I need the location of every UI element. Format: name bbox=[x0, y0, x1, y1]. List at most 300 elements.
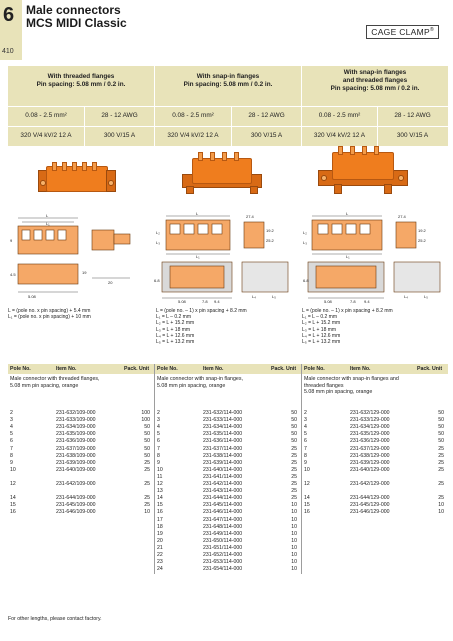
dim-label: 19.2 bbox=[266, 228, 274, 233]
dim-label: 5.08 bbox=[178, 299, 186, 304]
pack-unit-cell: 50 bbox=[144, 438, 150, 445]
pole-no-cell: 3 bbox=[157, 417, 160, 424]
item-no-cell: 231-634/114-000 bbox=[203, 424, 243, 431]
dimension-note: L₅ = L + 13.2 mm bbox=[302, 339, 341, 346]
pole-no-cell: 9 bbox=[10, 459, 13, 466]
item-no-cell: 231-645/129-000 bbox=[350, 502, 390, 509]
title-line-2: MCS MIDI Classic bbox=[26, 16, 127, 30]
drawing-snap-in-threaded bbox=[302, 212, 448, 304]
pole-no-cell: 6 bbox=[304, 438, 307, 445]
drawing-threaded bbox=[8, 212, 148, 304]
pole-no-cell: 14 bbox=[10, 495, 16, 502]
rating-ul: 300 V/15 A bbox=[250, 132, 283, 139]
pack-unit-cell: 50 bbox=[438, 410, 444, 416]
chapter-number: 6 bbox=[3, 4, 15, 26]
item-no-cell: 231-635/109-000 bbox=[56, 431, 96, 438]
connector-body bbox=[192, 158, 252, 184]
cavity bbox=[170, 224, 180, 234]
pack-unit-cell: 25 bbox=[438, 452, 444, 459]
rating-ul: 300 V/15 A bbox=[396, 132, 429, 139]
pack-unit-cell: 50 bbox=[291, 438, 297, 445]
dim-label: 6.8 bbox=[303, 278, 309, 283]
dim-label: L₁ bbox=[196, 254, 200, 259]
pack-unit-cell: 50 bbox=[291, 417, 297, 424]
pack-unit-cell: 50 bbox=[291, 424, 297, 431]
connector-body bbox=[332, 152, 394, 180]
pack-unit-cell: 50 bbox=[144, 445, 150, 452]
dimension-note: L₂ = L + 15.2 mm bbox=[156, 320, 195, 327]
pole-no-cell: 10 bbox=[10, 466, 16, 473]
rating-iec: 320 V/4 kV/2 12 A bbox=[167, 132, 219, 139]
ordering-table bbox=[8, 364, 448, 577]
divider bbox=[8, 106, 154, 107]
table-row bbox=[8, 424, 448, 431]
item-no-cell: 231-650/114-000 bbox=[203, 537, 243, 544]
pack-unit-cell: 50 bbox=[291, 410, 297, 416]
item-no-cell: 231-644/129-000 bbox=[350, 495, 390, 502]
item-no-cell: 231-637/114-000 bbox=[203, 445, 243, 452]
pole-no-cell: 3 bbox=[10, 417, 13, 424]
pole-no-cell: 10 bbox=[304, 466, 310, 473]
item-no-cell: 231-653/114-000 bbox=[203, 559, 243, 566]
pin-icon bbox=[350, 146, 355, 155]
pole-no-cell: 7 bbox=[157, 445, 160, 452]
pole-no-cell: 15 bbox=[304, 502, 310, 509]
item-no-cell: 231-646/114-000 bbox=[203, 509, 243, 516]
item-no-cell: 231-651/114-000 bbox=[203, 544, 243, 551]
spec-title-line: and threaded flanges bbox=[342, 77, 408, 84]
item-no-cell: 231-645/114-000 bbox=[203, 502, 243, 509]
pole-no-cell: 4 bbox=[157, 424, 160, 431]
table-row bbox=[8, 481, 448, 488]
pin-icon bbox=[92, 162, 97, 171]
item-no-cell: 231-644/114-000 bbox=[203, 495, 243, 502]
pack-unit-cell: 25 bbox=[291, 481, 297, 487]
item-no-cell: 231-642/129-000 bbox=[350, 481, 390, 487]
item-no-cell: 231-652/114-000 bbox=[203, 552, 243, 558]
pack-unit-cell: 50 bbox=[438, 431, 444, 438]
bottom-view bbox=[18, 264, 78, 284]
table-row bbox=[8, 438, 448, 445]
pole-no-cell: 21 bbox=[157, 544, 163, 551]
column-divider bbox=[301, 364, 302, 574]
pole-no-cell: 4 bbox=[304, 424, 307, 431]
header-pack-unit: Pack. Unit bbox=[124, 366, 150, 372]
pack-unit-cell: 50 bbox=[438, 424, 444, 431]
dimension-note: L₁ = (pole no. x pin spacing) + 10 mm bbox=[8, 314, 91, 321]
cavity bbox=[332, 224, 342, 234]
wire-range-mm: 0.08 - 2.5 mm² bbox=[25, 112, 67, 119]
pole-no-cell: 15 bbox=[157, 502, 163, 509]
dimension-notes-snap-in-threaded bbox=[302, 308, 393, 345]
dim-label: L₂ bbox=[156, 230, 160, 235]
wire-range-awg: 28 - 12 AWG bbox=[101, 112, 138, 119]
item-no-cell: 231-635/129-000 bbox=[350, 431, 390, 438]
brand-registered-mark: ® bbox=[430, 27, 434, 34]
pin-icon bbox=[198, 152, 203, 161]
pin-icon bbox=[222, 152, 227, 161]
pack-unit-cell: 25 bbox=[291, 495, 297, 502]
pin-icon bbox=[362, 146, 367, 155]
item-no-cell: 231-642/114-000 bbox=[203, 481, 243, 487]
cavity bbox=[318, 224, 328, 234]
side-view bbox=[396, 222, 416, 248]
pole-no-cell: 2 bbox=[304, 410, 307, 416]
rating-iec: 320 V/4 kV/2 12 A bbox=[20, 132, 72, 139]
wire-range-mm: 0.08 - 2.5 mm² bbox=[172, 112, 214, 119]
pack-unit-cell: 10 bbox=[291, 552, 297, 558]
subheader-snap-in-threaded bbox=[304, 376, 444, 396]
item-no-cell: 231-639/129-000 bbox=[350, 459, 390, 466]
pole-no-cell: 9 bbox=[157, 459, 160, 466]
item-no-cell: 231-632/109-000 bbox=[56, 410, 96, 416]
table-row bbox=[8, 410, 448, 417]
item-no-cell: 231-646/129-000 bbox=[350, 509, 390, 516]
subheader-line: Male connector with snap-in flanges, bbox=[157, 376, 243, 382]
table-row bbox=[8, 488, 448, 495]
pack-unit-cell: 25 bbox=[291, 473, 297, 480]
screw-icon bbox=[398, 175, 404, 181]
pack-unit-cell: 25 bbox=[291, 466, 297, 473]
pole-no-cell: 8 bbox=[10, 452, 13, 459]
pack-unit-cell: 25 bbox=[144, 495, 150, 502]
pack-unit-cell: 25 bbox=[438, 445, 444, 452]
spec-column-threaded bbox=[8, 66, 155, 146]
spec-title-line: Pin spacing: 5.08 mm / 0.2 in. bbox=[330, 85, 420, 92]
pole-no-cell: 22 bbox=[157, 552, 163, 558]
cavity bbox=[346, 224, 356, 234]
item-no-cell: 231-639/114-000 bbox=[203, 459, 243, 466]
pin-icon bbox=[210, 152, 215, 161]
dimension-note: L₃ = L + 18 mm bbox=[156, 326, 191, 333]
pole-no-cell: 3 bbox=[304, 417, 307, 424]
pack-unit-cell: 25 bbox=[291, 459, 297, 466]
pole-no-cell: 5 bbox=[304, 431, 307, 438]
item-no-cell: 231-642/109-000 bbox=[56, 481, 96, 487]
dim-label: L₄ bbox=[252, 294, 256, 299]
subheader-line: 5.08 mm pin spacing, orange bbox=[157, 382, 226, 389]
dim-label: 5.08 bbox=[324, 299, 332, 304]
table-row bbox=[8, 538, 448, 545]
pole-no-cell: 5 bbox=[157, 431, 160, 438]
subheader-line: threaded flanges bbox=[304, 382, 344, 389]
dim-label: 9.4 bbox=[214, 299, 220, 304]
wire-range-awg: 28 - 12 AWG bbox=[394, 112, 431, 119]
item-no-cell: 231-638/129-000 bbox=[350, 452, 390, 459]
snap-foot bbox=[384, 184, 392, 194]
dim-label: L₄ bbox=[404, 294, 408, 299]
pack-unit-cell: 25 bbox=[144, 502, 150, 509]
pole-no-cell: 11 bbox=[157, 473, 163, 480]
table-row bbox=[8, 509, 448, 516]
item-no-cell: 231-640/129-000 bbox=[350, 466, 390, 473]
dimension-note: L = (pole no. – 1) x pin spacing + 8.2 mm bbox=[302, 308, 393, 314]
subheader-snap-in bbox=[157, 376, 297, 389]
item-no-cell: 231-637/129-000 bbox=[350, 445, 390, 452]
dimension-drawing bbox=[302, 212, 448, 304]
item-no-cell: 231-640/109-000 bbox=[56, 466, 96, 473]
pack-unit-cell: 25 bbox=[438, 466, 444, 473]
pole-no-cell: 17 bbox=[157, 516, 163, 523]
pack-unit-cell: 10 bbox=[291, 559, 297, 566]
pole-no-cell: 24 bbox=[157, 566, 163, 573]
divider bbox=[155, 126, 301, 127]
dim-label: 7.8 bbox=[350, 299, 356, 304]
item-no-cell: 231-643/114-000 bbox=[203, 488, 243, 495]
pole-no-cell: 16 bbox=[304, 509, 310, 516]
pole-no-cell: 9 bbox=[304, 459, 307, 466]
spec-title-line: Pin spacing: 5.08 mm / 0.2 in. bbox=[36, 81, 126, 88]
pin-icon bbox=[62, 162, 67, 171]
dimension-note: L₅ = L + 13.2 mm bbox=[156, 339, 195, 346]
screw-icon bbox=[321, 175, 327, 181]
dim-label: 25.2 bbox=[418, 238, 426, 243]
dim-label: L₁ bbox=[346, 254, 350, 259]
pack-unit-cell: 10 bbox=[438, 509, 444, 516]
dim-label: 7.8 bbox=[202, 299, 208, 304]
dim-label: L₅ bbox=[424, 294, 428, 299]
cavity bbox=[212, 224, 222, 234]
dim-label: 5.08 bbox=[28, 294, 36, 299]
pole-no-cell: 7 bbox=[10, 445, 13, 452]
product-image-threaded bbox=[38, 160, 118, 196]
pack-unit-cell: 25 bbox=[438, 481, 444, 487]
wire-range-awg: 28 - 12 AWG bbox=[248, 112, 285, 119]
header-pack-unit: Pack. Unit bbox=[417, 366, 443, 372]
table-row bbox=[8, 524, 448, 531]
pack-unit-cell: 100 bbox=[141, 410, 150, 416]
panel-view bbox=[242, 262, 288, 292]
header-pole-no: Pole No. bbox=[10, 366, 31, 372]
dim-label: L bbox=[346, 212, 349, 216]
side-tab bbox=[114, 234, 130, 244]
header-item-no: Item No. bbox=[350, 366, 371, 372]
dimension-note: L₂ = L + 15.2 mm bbox=[302, 320, 341, 327]
table-row bbox=[8, 552, 448, 559]
pole-no-cell: 10 bbox=[157, 466, 163, 473]
pole-no-cell: 13 bbox=[157, 488, 163, 495]
table-row bbox=[8, 531, 448, 538]
table-row bbox=[8, 467, 448, 474]
item-no-cell: 231-634/129-000 bbox=[350, 424, 390, 431]
pole-no-cell: 14 bbox=[157, 495, 163, 502]
pack-unit-cell: 10 bbox=[291, 502, 297, 509]
brand-logo bbox=[366, 25, 439, 39]
screw-icon bbox=[108, 180, 114, 186]
subheader-line: Male connector with threaded flanges, bbox=[10, 376, 100, 382]
spec-title-line: With threaded flanges bbox=[47, 73, 115, 80]
dimension-note: L₃ = L + 18 mm bbox=[302, 326, 337, 333]
cavity bbox=[198, 224, 208, 234]
pack-unit-cell: 25 bbox=[144, 481, 150, 487]
divider bbox=[8, 126, 154, 127]
pole-no-cell: 23 bbox=[157, 559, 163, 566]
pole-no-cell: 8 bbox=[157, 452, 160, 459]
pack-unit-cell: 25 bbox=[291, 452, 297, 459]
pack-unit-cell: 10 bbox=[438, 502, 444, 509]
item-no-cell: 231-634/109-000 bbox=[56, 424, 96, 431]
pin-icon bbox=[374, 146, 379, 155]
dimension-note: L₄ = L + 12.6 mm bbox=[302, 332, 341, 339]
table-row bbox=[8, 446, 448, 453]
item-no-cell: 231-648/114-000 bbox=[203, 523, 243, 530]
spec-title-line: With snap-in flanges bbox=[196, 73, 260, 80]
pole-no-cell: 18 bbox=[157, 523, 163, 530]
item-no-cell: 231-639/109-000 bbox=[56, 459, 96, 466]
pole-no-cell: 4 bbox=[10, 424, 13, 431]
table-row bbox=[8, 474, 448, 481]
item-no-cell: 231-637/109-000 bbox=[56, 445, 96, 452]
title-line-1: Male connectors bbox=[26, 3, 121, 17]
pack-unit-cell: 50 bbox=[144, 424, 150, 431]
pack-unit-cell: 100 bbox=[141, 417, 150, 424]
pole-no-cell: 19 bbox=[157, 530, 163, 537]
page-header bbox=[0, 0, 453, 60]
header-pole-no: Pole No. bbox=[304, 366, 325, 372]
item-no-cell: 231-633/109-000 bbox=[56, 417, 96, 424]
dim-label: 19.2 bbox=[418, 228, 426, 233]
pole-no-cell: 16 bbox=[10, 509, 16, 516]
rating-iec: 320 V/4 kV/2 12 A bbox=[313, 132, 366, 139]
item-no-cell: 231-640/114-000 bbox=[203, 466, 243, 473]
item-no-cell: 231-632/114-000 bbox=[203, 410, 243, 416]
pole-no-cell: 2 bbox=[10, 410, 13, 416]
dim-label: 25.2 bbox=[266, 238, 274, 243]
dimension-note: L₁ = L – 0.2 mm bbox=[302, 314, 337, 321]
pack-unit-cell: 25 bbox=[438, 459, 444, 466]
pack-unit-cell: 25 bbox=[291, 445, 297, 452]
table-row bbox=[8, 517, 448, 524]
item-no-cell: 231-636/129-000 bbox=[350, 438, 390, 445]
side-view bbox=[244, 222, 264, 248]
footer-note: For other lengths, please contact factory. bbox=[8, 616, 102, 622]
snap-foot bbox=[186, 186, 194, 194]
pack-unit-cell: 10 bbox=[291, 566, 297, 573]
item-no-cell: 231-635/114-000 bbox=[203, 431, 243, 438]
pole-no-cell: 12 bbox=[304, 481, 310, 487]
pole-no-cell: 6 bbox=[10, 438, 13, 445]
chapter-tab bbox=[0, 0, 22, 60]
spec-title bbox=[302, 69, 448, 93]
drawing-snap-in bbox=[152, 212, 296, 304]
item-no-cell: 231-633/114-000 bbox=[203, 417, 243, 424]
divider bbox=[302, 126, 448, 127]
pack-unit-cell: 10 bbox=[291, 509, 297, 516]
dim-label: 27.4 bbox=[398, 214, 406, 219]
product-image-snap-in-threaded bbox=[318, 144, 408, 198]
item-no-cell: 231-644/109-000 bbox=[56, 495, 96, 502]
brand-name: CAGE CLAMP bbox=[371, 27, 431, 37]
pack-unit-cell: 10 bbox=[291, 523, 297, 530]
subheader-line: 5.08 mm pin spacing, orange bbox=[10, 382, 79, 389]
item-no-cell: 231-654/114-000 bbox=[203, 566, 243, 573]
pack-unit-cell: 50 bbox=[438, 438, 444, 445]
side-view bbox=[92, 230, 114, 250]
pole-no-cell: 12 bbox=[157, 481, 163, 487]
dim-label: L₅ bbox=[272, 294, 276, 299]
item-no-cell: 231-638/114-000 bbox=[203, 452, 243, 459]
bottom-view bbox=[170, 266, 224, 288]
header-item-no: Item No. bbox=[56, 366, 77, 372]
dim-label: 4.5 bbox=[10, 272, 16, 277]
header-pole-no: Pole No. bbox=[157, 366, 178, 372]
table-row bbox=[8, 453, 448, 460]
table-row bbox=[8, 431, 448, 438]
pole-no-cell: 5 bbox=[10, 431, 13, 438]
pole-no-cell: 8 bbox=[304, 452, 307, 459]
pin-icon bbox=[72, 162, 77, 171]
pin-icon bbox=[234, 152, 239, 161]
header-item-no: Item No. bbox=[203, 366, 224, 372]
wire-range-mm: 0.08 - 2.5 mm² bbox=[318, 112, 361, 119]
dim-label: 6.8 bbox=[154, 278, 160, 283]
pin-icon bbox=[82, 162, 87, 171]
item-no-cell: 231-638/109-000 bbox=[56, 452, 96, 459]
pack-unit-cell: 25 bbox=[144, 466, 150, 473]
pack-unit-cell: 50 bbox=[144, 452, 150, 459]
dimension-note: L₁ = L – 0.2 mm bbox=[156, 314, 191, 321]
cavity bbox=[46, 230, 54, 240]
pack-unit-cell: 10 bbox=[144, 509, 150, 516]
pack-unit-cell: 25 bbox=[144, 459, 150, 466]
pack-unit-cell: 10 bbox=[291, 544, 297, 551]
cavity bbox=[184, 224, 194, 234]
dim-label: L₁ bbox=[46, 221, 50, 226]
table-subheader bbox=[8, 374, 448, 404]
item-no-cell: 231-633/129-000 bbox=[350, 417, 390, 424]
pole-no-cell: 14 bbox=[304, 495, 310, 502]
table-row bbox=[8, 460, 448, 467]
item-no-cell: 231-645/109-000 bbox=[56, 502, 96, 509]
dimension-note: L = (pole no. x pin spacing) + 5.4 mm bbox=[8, 308, 91, 314]
dim-label: L₃ bbox=[303, 240, 307, 245]
pack-unit-cell: 25 bbox=[438, 495, 444, 502]
dim-label: L bbox=[196, 212, 199, 216]
dim-label: 27.4 bbox=[246, 214, 254, 219]
subheader-line: Male connector with snap-in flanges and bbox=[304, 376, 399, 382]
page-number: 410 bbox=[2, 48, 14, 55]
divider bbox=[302, 106, 448, 107]
pack-unit-cell: 10 bbox=[291, 537, 297, 544]
snap-foot bbox=[250, 186, 258, 194]
item-no-cell: 231-646/109-000 bbox=[56, 509, 96, 516]
cavity bbox=[360, 224, 370, 234]
page-title bbox=[26, 4, 127, 30]
snap-foot bbox=[334, 184, 342, 194]
product-image-snap-in bbox=[182, 150, 262, 198]
spec-column-snap-in bbox=[155, 66, 302, 146]
panel-view bbox=[394, 262, 440, 292]
cavity bbox=[58, 230, 66, 240]
divider bbox=[155, 106, 301, 107]
spec-title-line: With snap-in flanges bbox=[343, 69, 407, 76]
dim-label: 19 bbox=[82, 270, 87, 275]
table-row bbox=[8, 545, 448, 552]
dimension-notes-threaded bbox=[8, 308, 91, 320]
table-body bbox=[8, 404, 448, 577]
column-divider bbox=[154, 364, 155, 574]
table-header bbox=[8, 364, 448, 374]
pack-unit-cell: 10 bbox=[291, 530, 297, 537]
dimension-notes-snap-in bbox=[156, 308, 247, 345]
pack-unit-cell: 25 bbox=[291, 488, 297, 495]
spec-column-snap-in-threaded bbox=[302, 66, 448, 146]
table-row bbox=[8, 566, 448, 573]
table-row bbox=[8, 502, 448, 509]
pole-no-cell: 6 bbox=[157, 438, 160, 445]
dim-label: L₂ bbox=[303, 230, 307, 235]
pack-unit-cell: 10 bbox=[291, 516, 297, 523]
